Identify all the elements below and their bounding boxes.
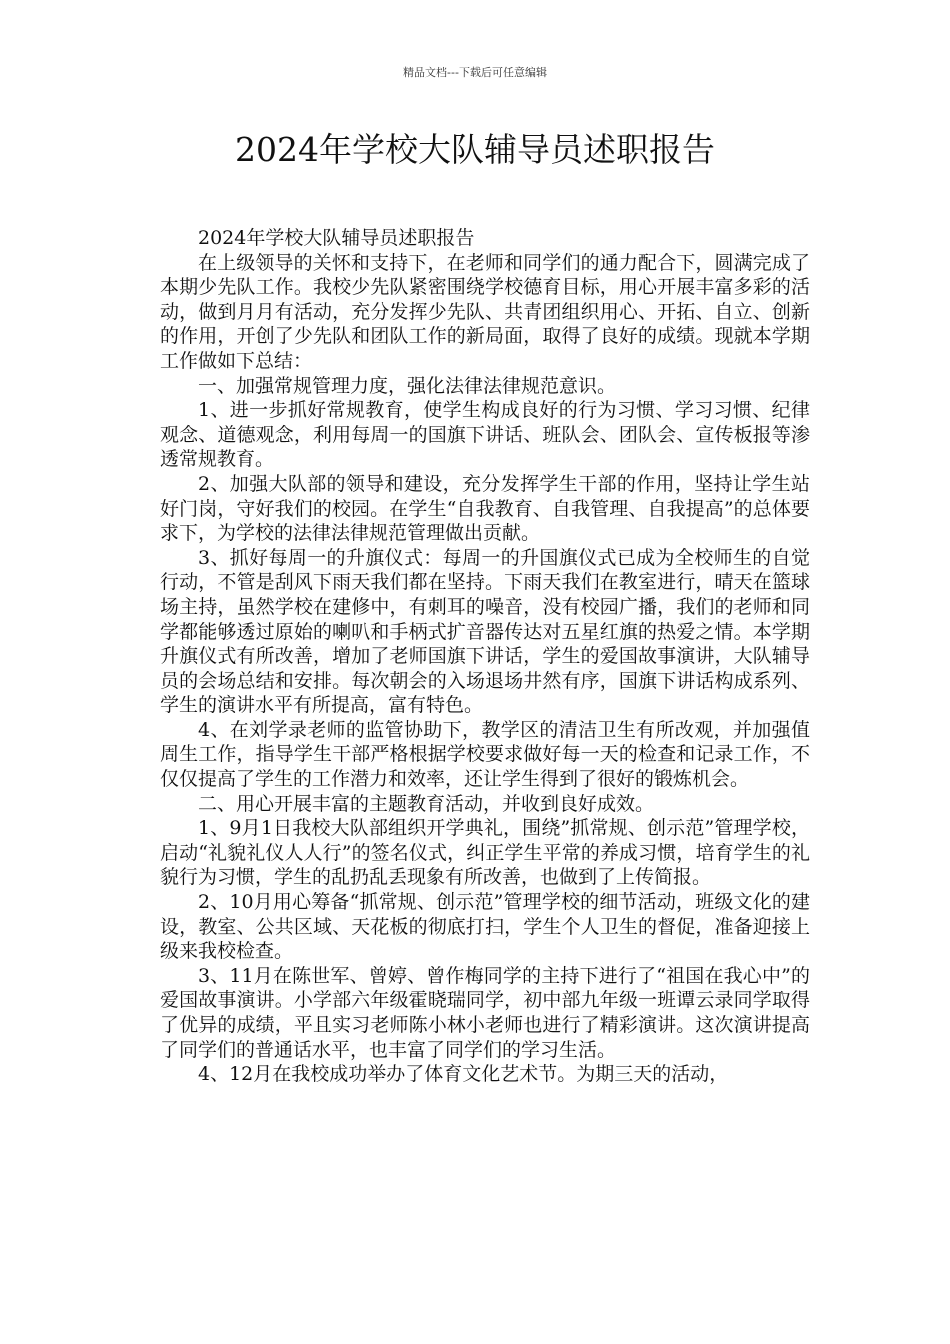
paragraph-intro: 在上级领导的关怀和支持下，在老师和同学们的通力配合下，圆满完成了本期少先队工作。我校少先队紧密围绕学校德育目标，用心开展丰富多彩的活动，做到月月有活动，充分发挥少先队、共青团组织用心、开拓、自立、创新的作用，开创了少先队和团队工作的新局面，取得了良好的成绩。现就本学期工作做如下总结： [160,251,810,372]
document-title: 2024年学校大队辅导员述职报告 [235,130,715,169]
paragraph-item: 2、加强大队部的领导和建设，充分发挥学生干部的作用，坚持让学生站好门岗，守好我们的校园。在学生“自我教育、自我管理、自我提高”的总体要求下，为学校的法律法律规范管理做出贡献。 [160,472,810,545]
header-note: 精品文档---下载后可任意编辑 [403,66,547,79]
paragraph-item: 1、进一步抓好常规教育，使学生构成良好的行为习惯、学习习惯、纪律观念、道德观念，利用每周一的国旗下讲话、班队会、团队会、宣传板报等渗透常规教育。 [160,399,810,471]
paragraph-item: 3、抓好每周一的升旗仪式：每周一的升国旗仪式已成为全校师生的自觉行动，不管是刮风下雨天我们都在坚持。下雨天我们在教室进行，晴天在篮球场主持，虽然学校在建修中，有刺耳的噪音，没有校园广播，我们的老师和同学都能够透过原始的喇叭和手柄式扩音器传达对五星红旗的热爱之情。本学期升旗仪式有所改善，增加了老师国旗下讲话，学生的爱国故事演讲，大队辅导员的会场总结和安排。每次朝会的入场退场井然有序，国旗下讲话构成系列、学生的演讲水平有所提高，富有特色。 [160,546,810,717]
document-body [160,226,810,1087]
paragraph-item: 3、11月在陈世军、曾婷、曾作梅同学的主持下进行了“祖国在我心中”的爱国故事演讲。小学部六年级霍晓瑞同学，初中部九年级一班谭云录同学取得了优异的成绩，平且实习老师陈小林小老师也进行了精彩演讲。这次演讲提高了同学们的普通话水平，也丰富了同学们的学习生活。 [160,964,810,1061]
paragraph-item: 4、12月在我校成功举办了体育文化艺术节。为期三天的活动， [198,1063,729,1086]
paragraph-item: 2、10月用心筹备“抓常规、创示范”管理学校的细节活动，班级文化的建设，教室、公共区域、天花板的彻底打扫，学生个人卫生的督促，准备迎接上级来我校检查。 [160,891,810,963]
paragraph-subtitle: 2024年学校大队辅导员述职报告 [198,227,475,249]
paragraph-item: 1、9月1日我校大队部组织开学典礼，围绕”抓常规、创示范”管理学校，启动“礼貌礼仪人人行”的签名仪式，纠正学生平常的养成习惯，培育学生的礼貌行为习惯，学生的乱扔乱丢现象有所改善，也做到了上传简报。 [160,817,810,889]
section-heading-2: 二、用心开展丰富的主题教育活动，并收到良好成效。 [198,792,655,815]
section-heading-1: 一、加强常规管理力度，强化法律法律规范意识。 [198,374,617,397]
paragraph-item: 4、在刘学录老师的监管协助下，教学区的清洁卫生有所改观，并加强值周生工作，指导学生干部严格根据学校要求做好每一天的检查和记录工作，不仅仅提高了学生的工作潜力和效率，还让学生得到了很好的锻炼机会。 [160,718,810,791]
